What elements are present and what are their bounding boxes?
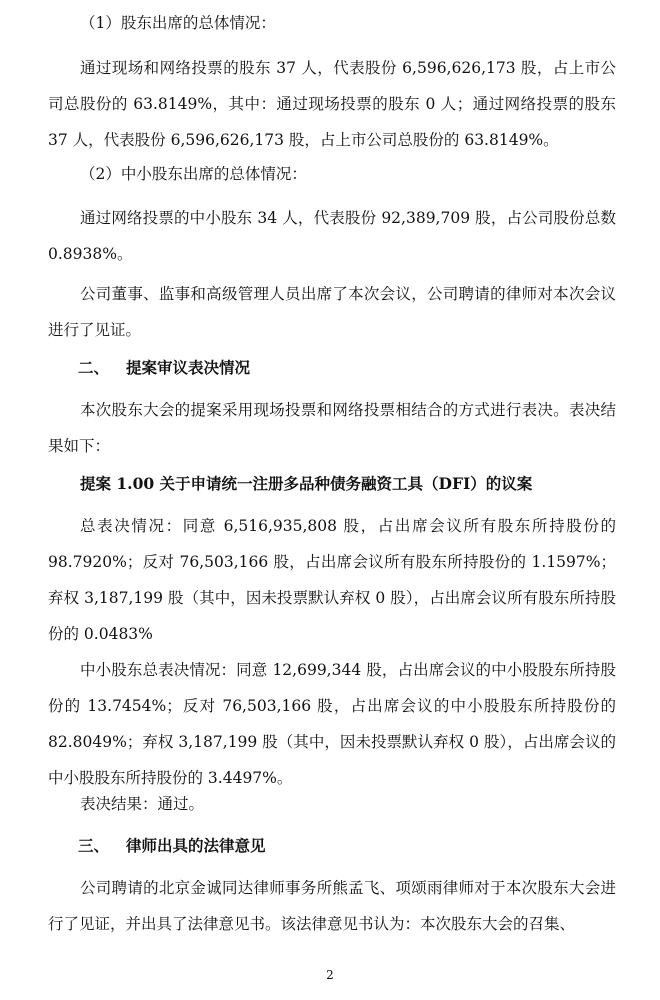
section2-number: 二、 bbox=[78, 358, 110, 377]
section1-item1-text: 通过现场和网络投票的股东 37 人，代表股份 6,596,626,173 股，占上市公司总股份的 63.8149%，其中：通过现场投票的股东 0 人；通过网络投票的股东 37 人，代表股份 6,596,626,173 股，占上市公司总股份的 63.8149%。 bbox=[48, 59, 616, 149]
section3-number: 三、 bbox=[78, 836, 110, 855]
section2-intro: 本次股东大会的提案采用现场投票和网络投票相结合的方式进行表决。表决结果如下： bbox=[48, 401, 616, 455]
section2-heading bbox=[78, 350, 250, 386]
proposal-title: 提案 1.00 关于申请统一注册多品种债务融资工具（DFI）的议案 bbox=[80, 474, 533, 493]
section3-text: 公司聘请的北京金诚同达律师事务所熊孟飞、项颂雨律师对于本次股东大会进行了见证，并出具了法律意见书。该法律意见书认为：本次股东大会的召集、 bbox=[48, 879, 616, 933]
section3-heading bbox=[78, 828, 266, 864]
minority-vote-text: 中小股东总表决情况：同意 12,699,344 股，占出席会议的中小股股东所持股份的 13.7454%；反对 76,503,166 股，占出席会议的中小股股东所持股份的 82.8049%；弃权 3,187,199 股（其中，因未投票默认弃权 0 股），占出席会议的中小股股东所持股份的 3.4497%。 bbox=[48, 661, 616, 787]
attendance-text: 公司董事、监事和高级管理人员出席了本次会议，公司聘请的律师对本次会议进行了见证。 bbox=[48, 285, 616, 339]
section1-item2-text: 通过网络投票的中小股东 34 人，代表股份 92,389,709 股，占公司股份总数 0.8938%。 bbox=[48, 209, 616, 263]
section1-item1-heading: （1）股东出席的总体情况： bbox=[80, 14, 276, 32]
total-vote-text: 总表决情况：同意 6,516,935,808 股，占出席会议所有股东所持股份的 98.7920%；反对 76,503,166 股，占出席会议所有股东所持股份的 1.1597%；弃权 3,187,199 股（其中，因未投票默认弃权 0 股），占出席会议所有股东所持股份的 0.0483% bbox=[48, 517, 616, 643]
page-number: 2 bbox=[326, 968, 334, 982]
result-text: 表决结果：通过。 bbox=[80, 795, 205, 813]
section2-title: 提案审议表决情况 bbox=[126, 358, 251, 377]
section1-item2-heading: （2）中小股东出席的总体情况： bbox=[80, 165, 307, 183]
section3-title: 律师出具的法律意见 bbox=[126, 836, 266, 855]
